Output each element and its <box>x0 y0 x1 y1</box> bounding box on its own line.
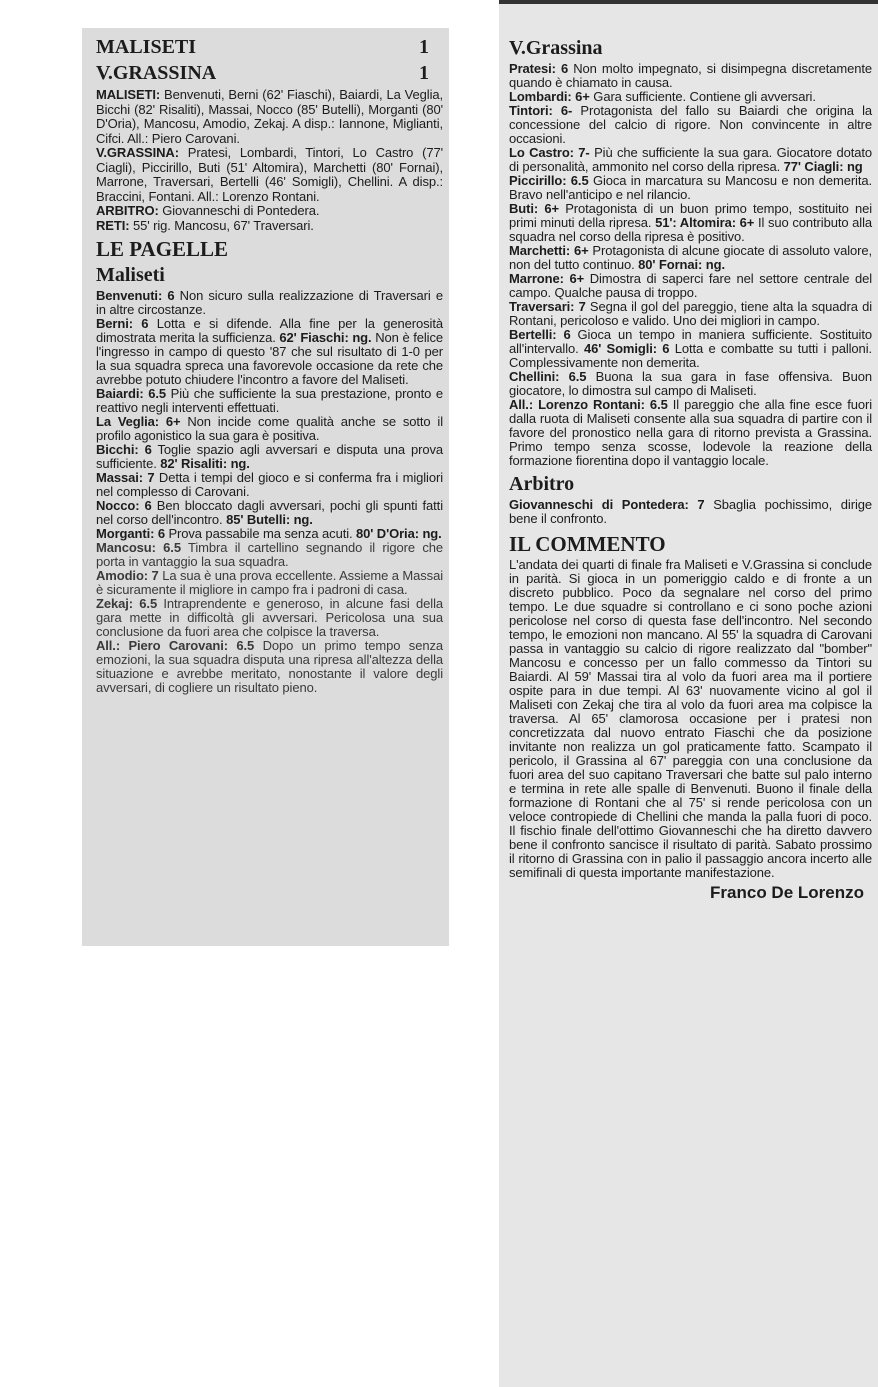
pagelle-title: LE PAGELLE <box>96 237 229 261</box>
rating-item: La Veglia: 6+ Non incide come qualità anche se sotto il profilo agonistico la sua gara è positiva. <box>96 414 443 443</box>
right-clipping <box>499 0 878 1387</box>
rating-item: Traversari: 7 Segna il gol del pareggio, tiene alta la squadra di Rontani, pericoloso e valido. Uno dei migliori in campo. <box>509 299 872 328</box>
rating-item: Lo Castro: 7- Più che sufficiente la sua gara. Giocatore dotato di personalità, ammonito nel corso della ripresa. 77' Ciagli: ng <box>509 145 873 174</box>
rating-item: Bicchi: 6 Toglie spazio agli avversari e disputa una prova sufficiente. 82' Risaliti: ng. <box>96 442 443 471</box>
rating-item: Mancosu: 6.5 Timbra il cartellino segnando il rigore che porta in vantaggio la sua squadra. <box>96 540 444 569</box>
rating-item: All.: Lorenzo Rontani: 6.5 Il pareggio che alla fine esce fuori dalla ruota di Maliseti consente alla sua squadra di partire con il favore del pronostico nella gara di ritorno prevista a Grassina. Primo tempo senza scosse, lodevole la reazione della formazione fiorentina dopo il vantaggio locale. <box>509 397 873 468</box>
rating-item: Tintori: 6- Protagonista del fallo su Baiardi che origina la concessione del calcio di rigore. Non convincente in altre occasioni. <box>509 103 872 146</box>
rating-item: Pratesi: 6 Non molto impegnato, si disimpegna discretamente quando è chiamato in causa. <box>509 61 872 90</box>
score-row <box>96 60 443 86</box>
left-clipping <box>82 28 449 946</box>
team-goals: 1 <box>419 36 429 58</box>
score-block <box>96 34 443 86</box>
rating-item: Nocco: 6 Ben bloccato dagli avversari, pochi gli spunti fatti nel corso dell'incontro. 85' Butelli: ng. <box>96 498 443 527</box>
commento-text: L'andata dei quarti di finale fra Maliseti e V.Grassina si conclude in parità. Si gioca in un pomeriggio caldo e di fronte a un discreto pubblico. Poco da segnalare nel corso del primo tempo. Le due squadre si controllano e ci sono poche azioni pericolose nel corso di questa fase dell'incontro. Nel secondo tempo, le emozioni non mancano. Al 55' la squadra di Carovani passa in vantaggio su calcio di rigore realizzato dal "bomber" Mancosu e concesso per un fallo commesso da Tintori su Baiardi. Al 59' Massai tira al volo da fuori area ma il portiere ospite para in due tempi. Al 63' nuovamente vicino al gol il Maliseti con Zekaj che tira al volo da fuori area ma colpisce la traversa. Al 65' clamorosa occasione per i pratesi non concretizzata dal nuovo entrato Fiaschi che da posizione invitante non realizza un gol praticamente fatto. Scampato il pericolo, il Grassina al 67' pareggia con una conclusione da fuori area del suo capitano Traversari che batte sul palo interno e termina in rete alle spalle di Benvenuti. Buono il finale della formazione di Rontani che al 75' si rende pericolosa con un veloce contropiede di Chellini che manda la palla fuori di poco. Il fischio finale dell'ottimo Giovanneschi che ha diretto davvero bene il confronto sancisce il risultato di parità. Sabato prossimo il ritorno di Grassina con in palio il passaggio ancora incerto alle semifinali di questa importante manifestazione. <box>509 557 872 880</box>
team-name: V.GRASSINA <box>96 62 217 84</box>
rating-item: Berni: 6 Lotta e si difende. Alla fine per la generosità dimostrata merita la sufficienza. 62' Fiaschi: ng. Non è felice l'ingresso in campo di questo '87 che sul risultato di 1-0 per la sua squadra spreca una favorevole occasione da rete che avrebbe potuto chiudere l'incontro a favore del Maliseti. <box>96 316 443 387</box>
lineups <box>96 88 443 233</box>
rating-item: Baiardi: 6.5 Più che sufficiente la sua prestazione, pronto e reattivo negli interventi effettuati. <box>96 386 444 415</box>
rating-item: Lombardi: 6+ Gara sufficiente. Contiene gli avversari. <box>509 89 816 104</box>
rating-item: Zekaj: 6.5 Intraprendente e generoso, in alcune fasi della gara mette in difficoltà gli avversari. Pericolosa una sua conclusione da fuori area che colpisce la traversa. <box>96 596 443 639</box>
lineup-paragraph: MALISETI: Benvenuti, Berni (62' Fiaschi), Baiardi, La Veglia, Bicchi (82' Risaliti), Massai, Nocco (85' Butelli), Morganti (80' D'Oria), Mancosu, Amodio, Zekaj. A disp.: Iannone, Miglianti, Cifci. All.: Piero Carovani. <box>96 87 443 146</box>
rating-item: Morganti: 6 Prova passabile ma senza acuti. 80' D'Oria: ng. <box>96 526 442 541</box>
rating-item: Amodio: 7 La sua è una prova eccellente. Assieme a Massai è sicuramente il migliore in campo fra i padroni di casa. <box>96 568 443 597</box>
rating-item: All.: Piero Carovani: 6.5 Dopo un primo tempo senza emozioni, la sua squadra disputa una ripresa all'altezza della situazione e avrebbe meritato, nonostante il valore degli avversari, di cogliere un risultato pieno. <box>96 638 444 695</box>
author-signature: Franco De Lorenzo <box>710 883 864 902</box>
team-title-maliseti: Maliseti <box>96 264 165 286</box>
rating-item: Bertelli: 6 Gioca un tempo in maniera sufficiente. Sostituito all'intervallo. 46' Somigli: 6 Lotta e combatte su tutti i palloni. Complessivamente non demerita. <box>509 327 872 370</box>
team-title-grassina: V.Grassina <box>509 37 603 59</box>
team-name: MALISETI <box>96 36 197 58</box>
referee-rating: Giovanneschi di Pontedera: 7 Sbaglia pochissimo, dirige bene il confronto. <box>509 497 872 526</box>
referee-line: ARBITRO: Giovanneschi di Pontedera. <box>96 203 320 218</box>
rating-item: Buti: 6+ Protagonista di un buon primo tempo, sostituito nei primi minuti della ripresa. 51': Altomira: 6+ Il suo contributo alla squadra nel corso della ripresa è positivo. <box>509 201 873 244</box>
rating-item: Marchetti: 6+ Protagonista di alcune giocate di assoluto valore, non del tutto continuo. 80' Fornai: ng. <box>509 243 872 272</box>
rating-item: Piccirillo: 6.5 Gioca in marcatura su Mancosu e non demerita. Bravo nell'anticipo e nel rilancio. <box>509 173 873 202</box>
rating-item: Marrone: 6+ Dimostra di saperci fare nel settore centrale del campo. Qualche pausa di troppo. <box>509 271 873 300</box>
rating-item: Chellini: 6.5 Buona la sua gara in fase offensiva. Buon giocatore, lo dimostra sul campo di Maliseti. <box>509 369 872 398</box>
ratings-list-maliseti <box>96 289 443 695</box>
score-row <box>96 34 443 60</box>
lineup-paragraph: V.GRASSINA: Pratesi, Lombardi, Tintori, Lo Castro (77' Ciagli), Piccirillo, Buti (51' Altomira), Marchetti (80' Fornai), Marrone, Traversari, Bertelli (46' Somigli), Chellini. A disp.: Braccini, Fontani. All.: Lorenzo Rontani. <box>96 145 443 204</box>
goals-line: RETI: 55' rig. Mancosu, 67' Traversari. <box>96 217 314 233</box>
rating-item: Benvenuti: 6 Non sicuro sulla realizzazione di Traversari e in altre circostanze. <box>96 288 443 317</box>
commento-title: IL COMMENTO <box>509 532 666 556</box>
rating-item: Massai: 7 Detta i tempi del gioco e si conferma fra i migliori nel complesso di Carovani. <box>96 470 443 499</box>
arbitro-title: Arbitro <box>509 473 575 495</box>
team-goals: 1 <box>419 62 429 84</box>
ratings-list-grassina <box>509 62 872 468</box>
